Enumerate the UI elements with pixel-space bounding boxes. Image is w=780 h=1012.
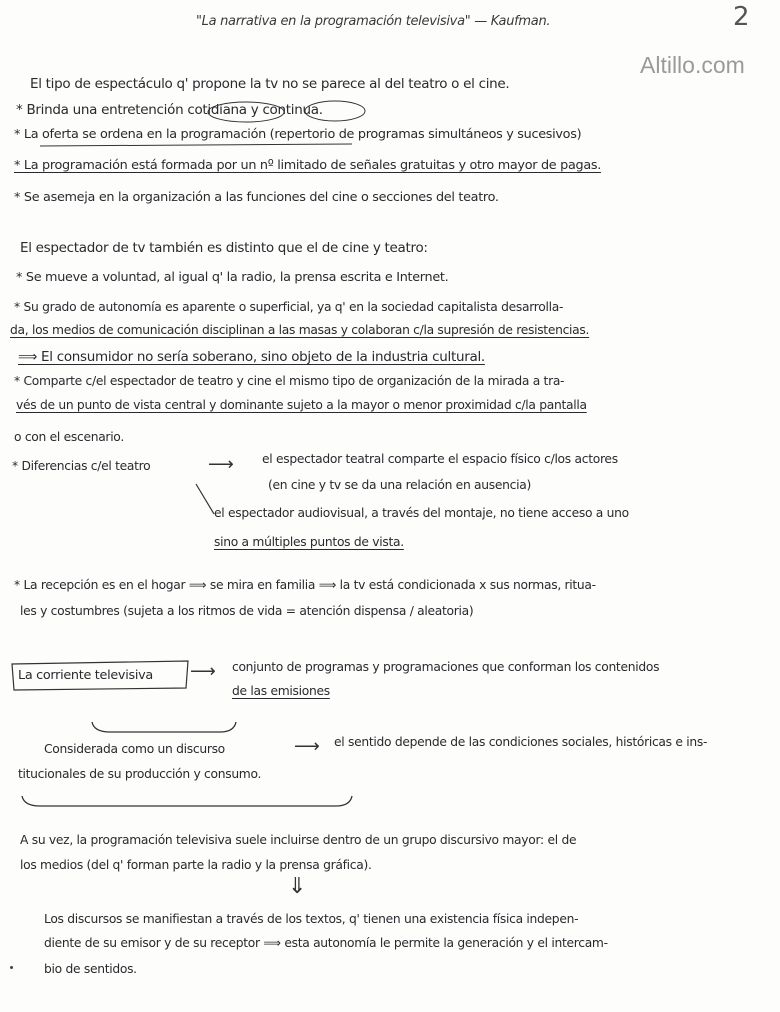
line-consumidor: ⟹ El consumidor no sería soberano, sino objeto de la industria cultural.: [18, 349, 485, 365]
right-arrow-icon: ⟶: [294, 736, 320, 757]
line-discursos-3: bio de sentidos.: [44, 962, 137, 976]
line-bullet-entretencion: * Brinda una entretención cotidiana y continua.: [16, 102, 323, 118]
line-dif-puntos: sino a múltiples puntos de vista.: [214, 535, 404, 549]
line-emisiones: de las emisiones: [232, 684, 330, 698]
brace-2: [22, 796, 352, 806]
line-conjunto: conjunto de programas y programaciones que conforman los contenidos: [232, 660, 660, 674]
line-recepcion-2: les y costumbres (sujeta a los ritmos de vida = atención dispensa / aleatoria): [20, 604, 474, 618]
line-a-su-vez-2: los medios (del q' forman parte la radio y la prensa gráfica).: [20, 858, 372, 872]
right-arrow-icon: ⟶: [190, 661, 216, 682]
line-dif-cine: (en cine y tv se da una relación en ausencia): [268, 478, 531, 492]
line-bullet-comparte-3: o con el escenario.: [14, 430, 124, 444]
right-arrow-icon: ⟶: [208, 454, 234, 475]
line-bullet-comparte-2: vés de un punto de vista central y dominante sujeto a la mayor o menor proximidad c/la pantalla: [16, 398, 587, 412]
circle-continua: [305, 101, 365, 121]
line-espectador-heading: El espectador de tv también es distinto que el de cine y teatro:: [20, 240, 428, 256]
connector-diferencias: [196, 484, 214, 514]
line-corriente: La corriente televisiva: [18, 668, 153, 683]
brace-1: [92, 722, 236, 732]
circle-cotidiana: [208, 102, 284, 122]
line-a-su-vez-1: A su vez, la programación televisiva suele incluirse dentro de un grupo discursivo mayor: el de: [20, 833, 577, 847]
line-discursos-2: diente de su emisor y de su receptor ⟹ esta autonomía le permite la generación y el intercam-: [44, 936, 608, 950]
page-number: 2: [733, 2, 750, 32]
line-bullet-autonomia-1: * Su grado de autonomía es aparente o superficial, ya q' en la sociedad capitalista desarrolla-: [14, 300, 564, 314]
line-discurso: Considerada como un discurso: [44, 742, 225, 756]
line-bullet-asemeja: * Se asemeja en la organización a las funciones del cine o secciones del teatro.: [14, 190, 499, 205]
box-corriente: [12, 661, 188, 690]
line-bullet-programacion: * La programación está formada por un nº limitado de señales gratuitas y otro mayor de pagas.: [14, 158, 601, 173]
line-bullet-voluntad: * Se mueve a voluntad, al igual q' la radio, la prensa escrita e Internet.: [16, 270, 449, 285]
line-discursos-1: Los discursos se manifiestan a través de los textos, q' tienen una existencia física indepen-: [44, 912, 579, 926]
line-intro: El tipo de espectáculo q' propone la tv no se parece al del teatro o el cine.: [30, 76, 510, 92]
line-bullet-autonomia-2: da, los medios de comunicación disciplinan a las masas y colaboran c/la supresión de resistencias.: [10, 323, 590, 337]
line-bullet-comparte-1: * Comparte c/el espectador de teatro y cine el mismo tipo de organización de la mirada a tra-: [14, 374, 565, 388]
line-diferencias: * Diferencias c/el teatro: [12, 459, 151, 473]
down-arrow-icon: ⇓: [288, 874, 307, 899]
underline-oferta: [40, 144, 352, 146]
line-bullet-oferta: * La oferta se ordena en la programación (repertorio de programas simultáneos y sucesivos): [14, 127, 582, 142]
line-recepcion-1: * La recepción es en el hogar ⟹ se mira en familia ⟹ la tv está condicionada x sus normas, ritua-: [14, 578, 596, 592]
line-sentido-1: el sentido depende de las condiciones sociales, históricas e ins-: [334, 735, 708, 749]
line-sentido-2: titucionales de su producción y consumo.: [18, 767, 262, 781]
line-dif-teatral: el espectador teatral comparte el espacio físico c/los actores: [262, 452, 618, 466]
document-title: "La narrativa en la programación televisiva" — Kaufman.: [196, 14, 551, 29]
line-dif-audiovisual: el espectador audiovisual, a través del montaje, no tiene acceso a uno: [214, 506, 629, 520]
watermark: Altillo.com: [640, 52, 745, 78]
